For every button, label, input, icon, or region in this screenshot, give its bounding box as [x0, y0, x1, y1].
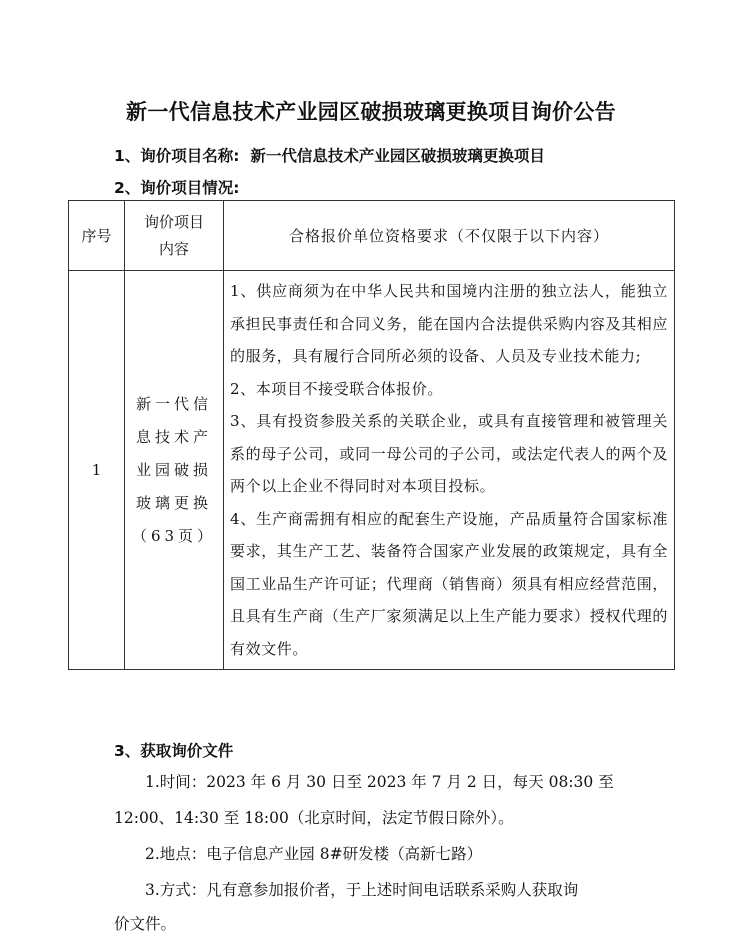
- requirement-1: 1、供应商须为在中华人民共和国境内注册的独立法人，能独立承担民事责任和合同义务，能在国内合法提供采购内容及其相应的服务，具有履行合同所必须的设备、人员及专业技术能力;: [230, 282, 668, 365]
- cell-requirements: [224, 271, 675, 670]
- document-title: 新一代信息技术产业园区破损玻璃更换项目询价公告: [126, 100, 616, 124]
- section-3-place: 2.地点：电子信息产业园 8#研发楼（高新七路）: [145, 845, 483, 863]
- header-item-line2: 内容: [158, 239, 189, 258]
- header-item-line1: 询价项目: [143, 212, 204, 231]
- section-3-method-line2: 价文件。: [114, 915, 177, 933]
- requirement-2: 2、本项目不接受联合体报价。: [230, 379, 443, 398]
- table-row: [69, 271, 675, 670]
- cell-seq: 1: [69, 271, 125, 670]
- header-item: [125, 201, 224, 271]
- section-1-value: 新一代信息技术产业园区破损玻璃更换项目: [250, 147, 545, 165]
- header-seq: 序号: [69, 201, 125, 271]
- cell-item: 新一代信息技术产业园破损玻璃更换（63页）: [125, 271, 224, 670]
- table-header-row: [69, 201, 675, 271]
- requirement-4: 4、生产商需拥有相应的配套生产设施，产品质量符合国家标准要求，其生产工艺、装备符合国家产业发展的政策规定，具有全国工业品生产许可证；代理商（销售商）须具有相应经营范围，且具有生产商（生产厂家须满足以上生产能力要求）授权代理的有效文件。: [230, 509, 668, 658]
- section-1-heading: [114, 144, 545, 166]
- section-2-heading: 2、询价项目情况:: [114, 179, 240, 197]
- section-3-method-line1: 3.方式：凡有意参加报价者，于上述时间电话联系采购人获取询: [145, 881, 579, 899]
- section-3-time-line2: 12:00、14:30 至 18:00（北京时间，法定节假日除外）。: [114, 809, 514, 827]
- requirement-3: 3、具有投资参股关系的关联企业，或具有直接管理和被管理关系的母子公司，或同一母公司的子公司，或法定代表人的两个及两个以上企业不得同时对本项目投标。: [230, 412, 668, 495]
- section-3-heading: 3、获取询价文件: [114, 742, 234, 760]
- header-requirements: 合格报价单位资格要求（不仅限于以下内容）: [224, 201, 675, 271]
- section-1-label: 1、询价项目名称:: [114, 147, 240, 165]
- requirements-table: [68, 200, 675, 670]
- section-3-time-line1: 1.时间：2023 年 6 月 30 日至 2023 年 7 月 2 日，每天 08:30 至: [145, 773, 614, 791]
